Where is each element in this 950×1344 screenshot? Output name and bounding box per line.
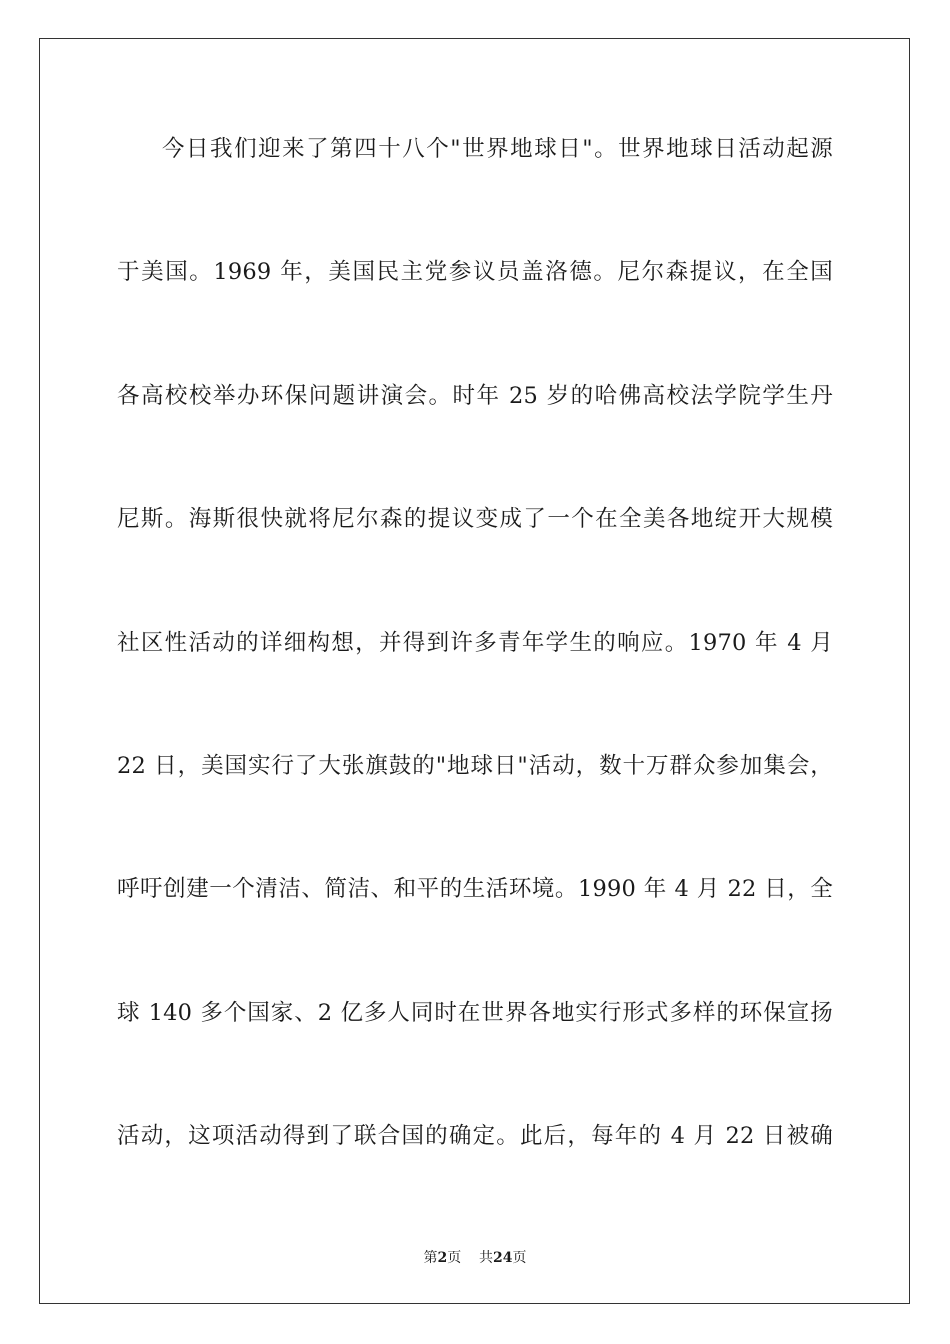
total-suffix: 页 — [512, 1250, 527, 1266]
page-prefix: 第 — [423, 1250, 438, 1266]
text-line: 社区性活动的详细构想，并得到许多青年学生的响应。1970 年 4 月 — [117, 629, 833, 656]
text-line: 各高校校举办环保问题讲演会。时年 25 岁的哈佛高校法学院学生丹 — [117, 382, 833, 409]
total-page-count: 24 — [493, 1250, 513, 1266]
text-line: 22 日，美国实行了大张旗鼓的"地球日"活动，数十万群众参加集会， — [117, 752, 833, 779]
text-line: 于美国。1969 年，美国民主党参议员盖洛德。尼尔森提议，在全国 — [117, 259, 833, 286]
total-prefix: 共 — [479, 1250, 494, 1266]
page-suffix: 页 — [447, 1250, 462, 1266]
page-footer — [0, 1247, 950, 1267]
current-page-number: 2 — [437, 1250, 448, 1266]
text-line: 尼斯。海斯很快就将尼尔森的提议变成了一个在全美各地绽开大规模 — [117, 506, 833, 533]
text-line: 呼吁创建一个清洁、简洁、和平的生活环境。1990 年 4 月 22 日，全 — [117, 876, 833, 903]
text-line: 活动，这项活动得到了联合国的确定。此后，每年的 4 月 22 日被确 — [117, 1123, 833, 1150]
body-text — [117, 122, 833, 1233]
text-line: 今日我们迎来了第四十八个"世界地球日"。世界地球日活动起源 — [162, 136, 833, 162]
text-line: 球 140 多个国家、2 亿多人同时在世界各地实行形式多样的环保宣扬 — [117, 999, 833, 1026]
